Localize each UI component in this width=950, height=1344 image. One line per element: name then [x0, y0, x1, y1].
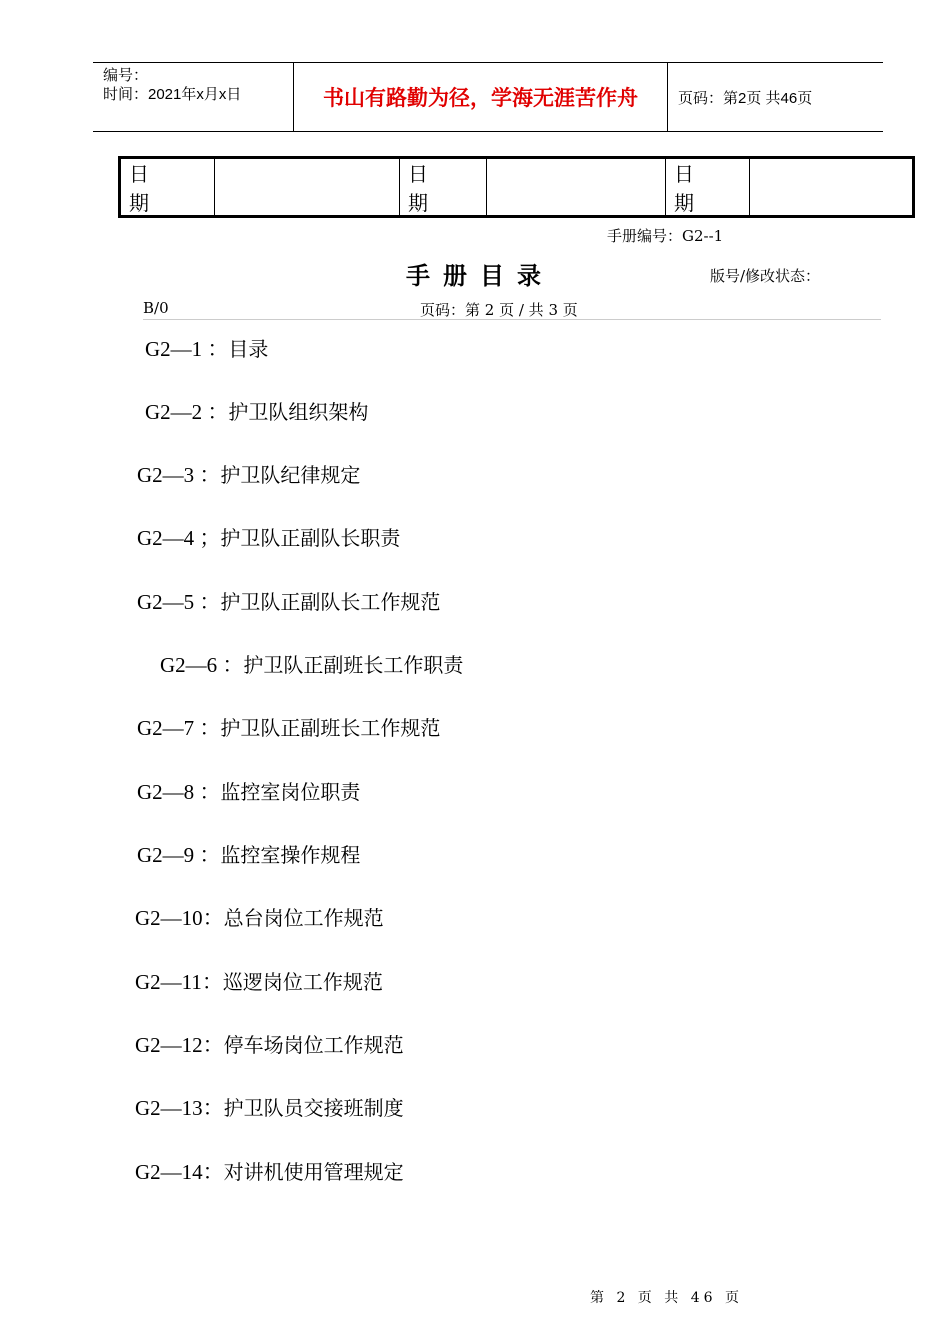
date-table [118, 156, 915, 218]
toc-item: G2—13：护卫队员交接班制度 [135, 1096, 404, 1120]
version-value: B/0 [143, 299, 169, 317]
divider [143, 319, 881, 320]
page-info: 页码：第 2 页 / 共 3 页 [420, 301, 578, 319]
toc-item: G2—14：对讲机使用管理规定 [135, 1160, 404, 1184]
header-meta-cell [93, 63, 294, 131]
date-label-1: 日 期 [121, 159, 215, 215]
page-title: 手册目录 [406, 262, 554, 290]
toc-item: G2—1 ：目录 [145, 337, 269, 361]
manual-number: 手册编号：G2--1 [607, 227, 724, 245]
toc-item: G2—6 ：护卫队正副班长工作职责 [160, 653, 464, 677]
version-label: 版号/修改状态： [710, 267, 821, 285]
toc-item: G2—8 ：监控室岗位职责 [137, 780, 361, 804]
date-label-2: 日 期 [400, 159, 487, 215]
time-label: 时间：2021年x月x日 [103, 86, 242, 103]
date-value-2 [487, 159, 666, 215]
toc-item: G2—12：停车场岗位工作规范 [135, 1033, 404, 1057]
toc-item: G2—7 ：护卫队正副班长工作规范 [137, 716, 441, 740]
toc-item: G2—2 ：护卫队组织架构 [145, 400, 369, 424]
toc-item: G2—3 ：护卫队纪律规定 [137, 463, 361, 487]
number-label: 编号： [103, 67, 149, 84]
header-page-code: 页码：第2页 共46页 [678, 89, 813, 107]
date-value-1 [215, 159, 400, 215]
header-motto: 书山有路勤为径，学海无涯苦作舟 [294, 63, 668, 131]
toc-item: G2—4 ；护卫队正副队长职责 [137, 526, 401, 550]
page-header-table [93, 62, 883, 132]
toc-item: G2—10：总台岗位工作规范 [135, 906, 384, 930]
date-value-3 [750, 159, 912, 215]
toc-item: G2—11：巡逻岗位工作规范 [135, 970, 383, 994]
page-footer: 第 2 页 共 46 页 [590, 1290, 743, 1306]
date-label-3: 日 期 [666, 159, 750, 215]
toc-item: G2—5 ：护卫队正副队长工作规范 [137, 590, 441, 614]
toc-item: G2—9 ：监控室操作规程 [137, 843, 361, 867]
